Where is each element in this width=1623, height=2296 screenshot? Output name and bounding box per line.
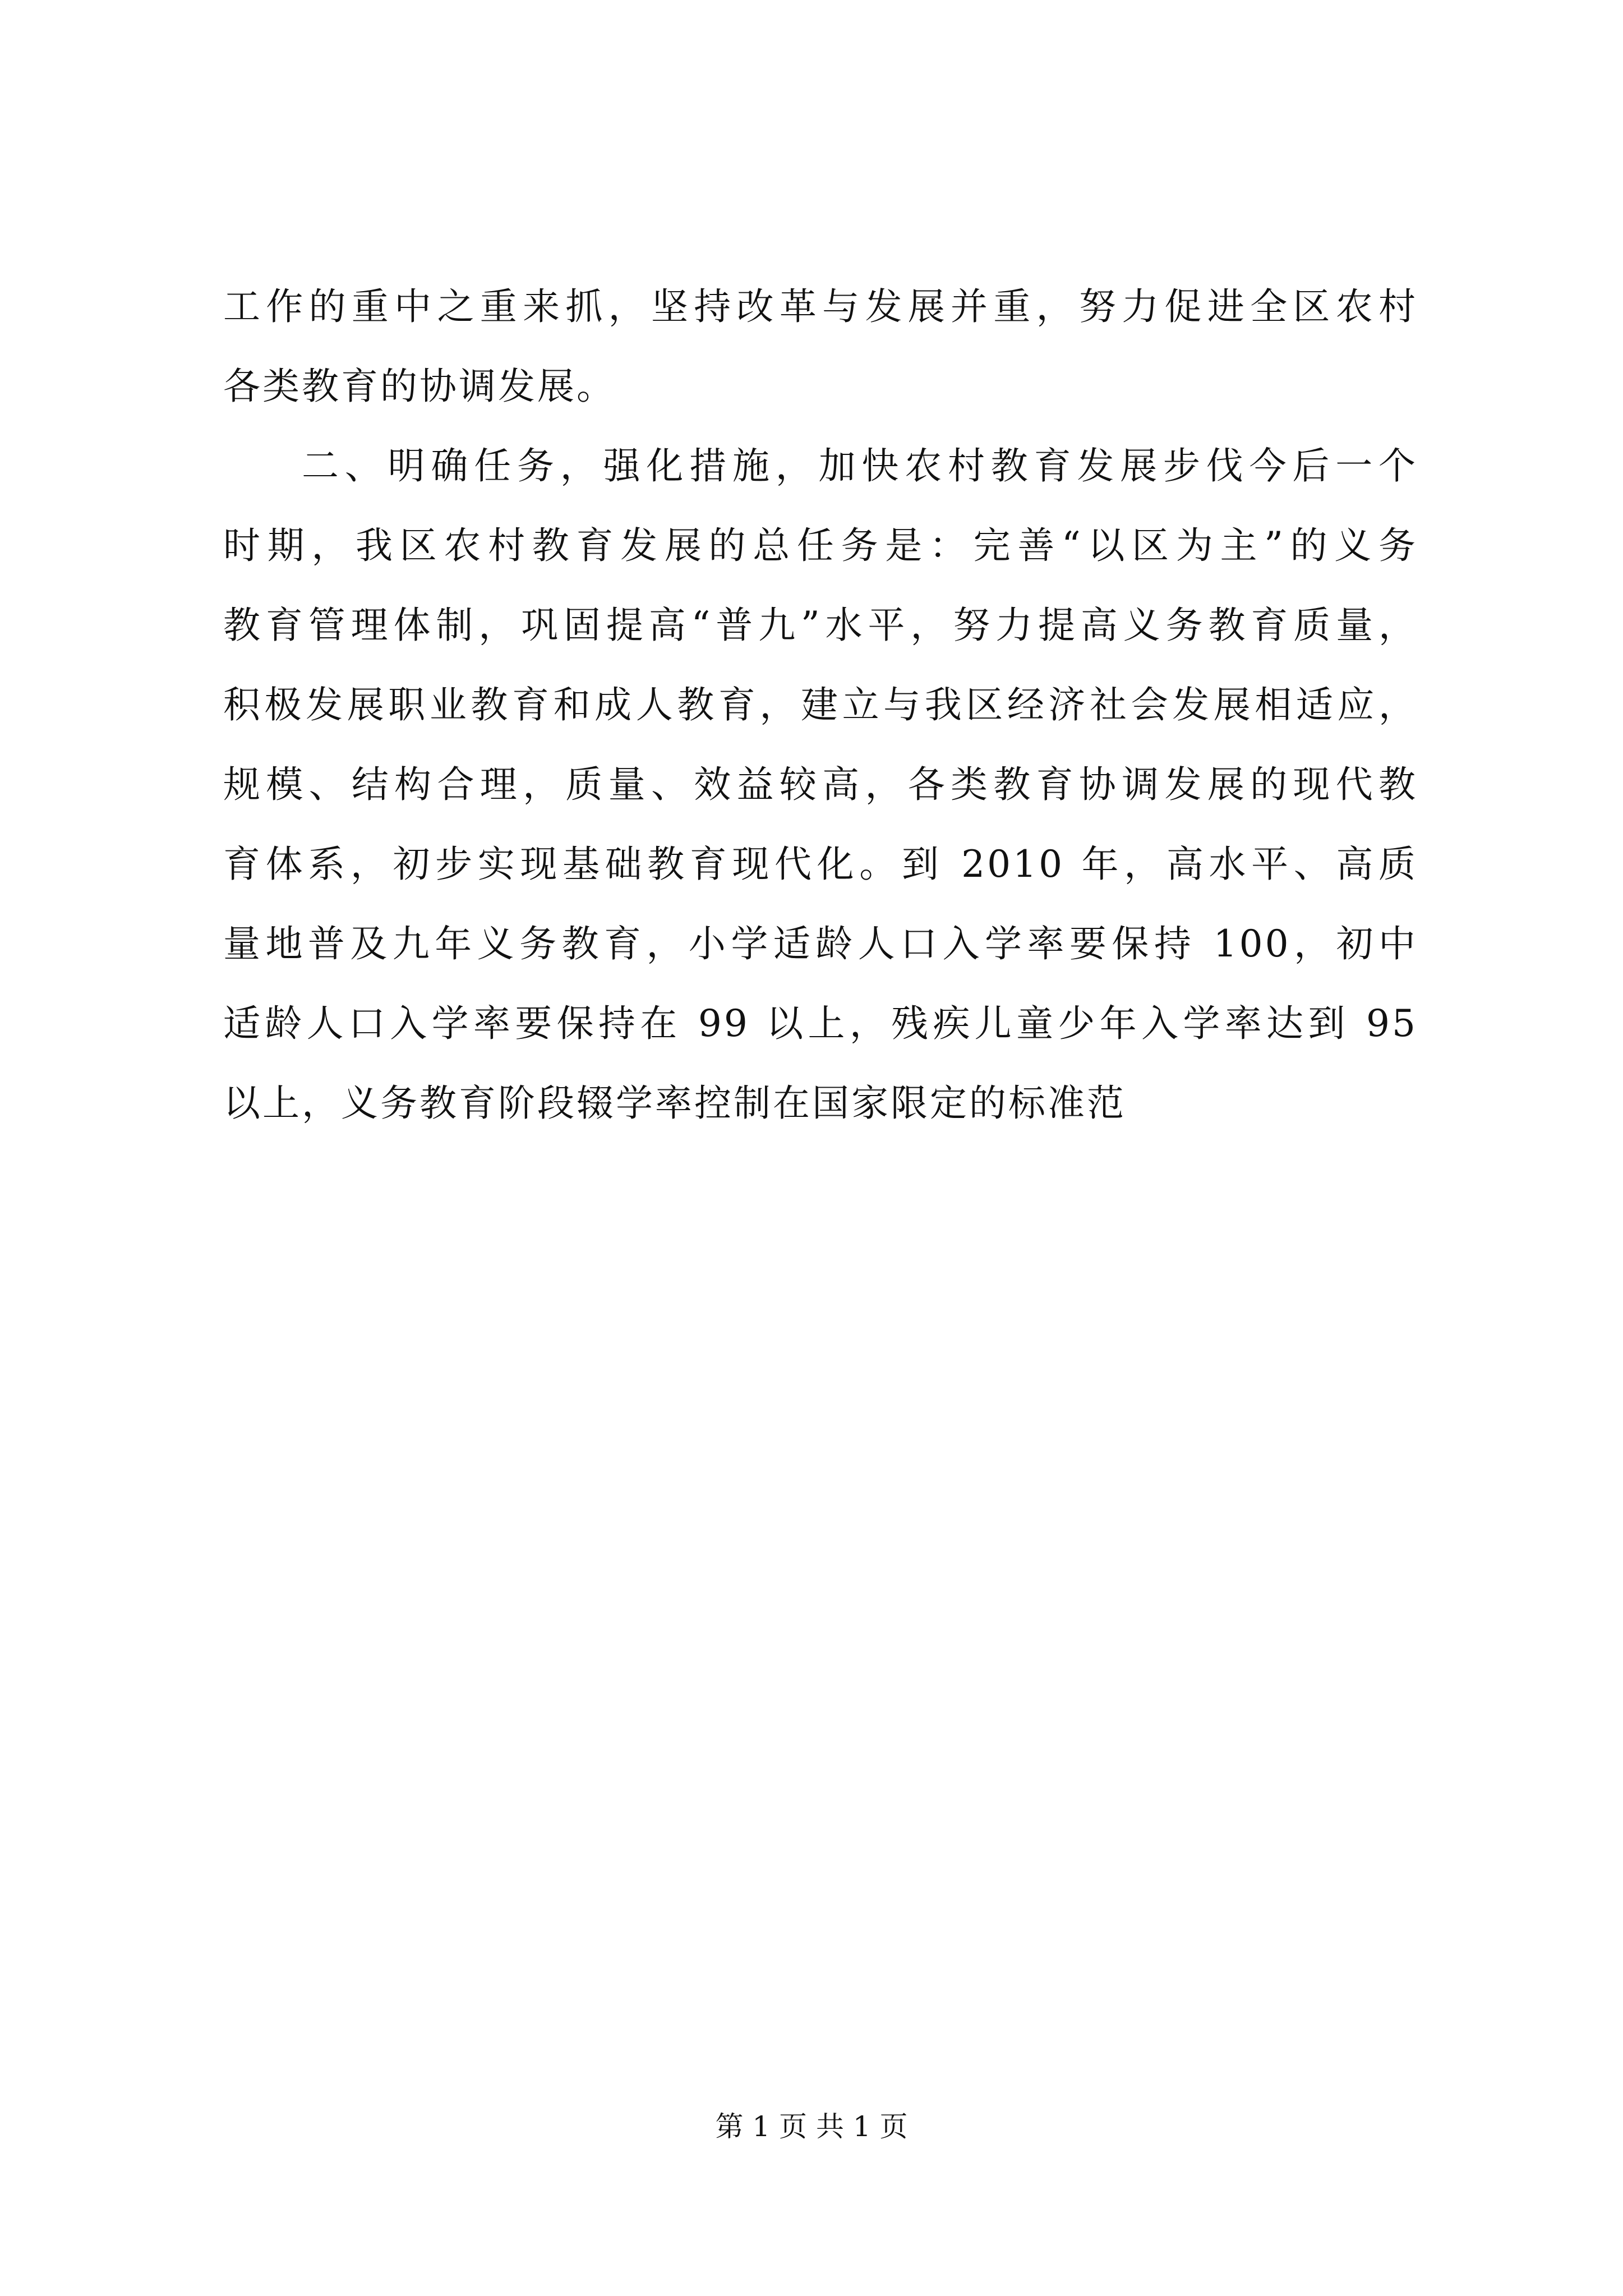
text-line: 各类教育的协调发展。 bbox=[223, 365, 616, 408]
body-text bbox=[223, 267, 1418, 1143]
text-line: 育体系，初步实现基础教育现代化。到 2010 年，高水平、高质 bbox=[223, 843, 1418, 886]
text-line: 规模、结构合理，质量、效益较高，各类教育协调发展的现代教 bbox=[223, 763, 1418, 806]
text-line: 时期，我区农村教育发展的总任务是：完善“以区为主”的义务 bbox=[223, 524, 1418, 567]
text-line: 工作的重中之重来抓，坚持改革与发展并重，努力促进全区农村 bbox=[223, 285, 1418, 328]
text-line: 适龄人口入学率要保持在 99 以上，残疾儿童少年入学率达到 95 bbox=[223, 1002, 1418, 1045]
text-line: 教育管理体制，巩固提高“普九”水平，努力提高义务教育质量， bbox=[223, 604, 1418, 647]
text-line: 积极发展职业教育和成人教育，建立与我区经济社会发展相适应， bbox=[223, 683, 1418, 726]
text-line: 量地普及九年义务教育，小学适龄人口入学率要保持 100，初中 bbox=[223, 922, 1418, 965]
text-line: 以上，义务教育阶段辍学率控制在国家限定的标准范 bbox=[223, 1082, 1126, 1125]
text-line: 二、明确任务，强化措施，加快农村教育发展步伐今后一个 bbox=[302, 444, 1418, 487]
page-footer: 第 1 页 共 1 页 bbox=[715, 2110, 908, 2143]
